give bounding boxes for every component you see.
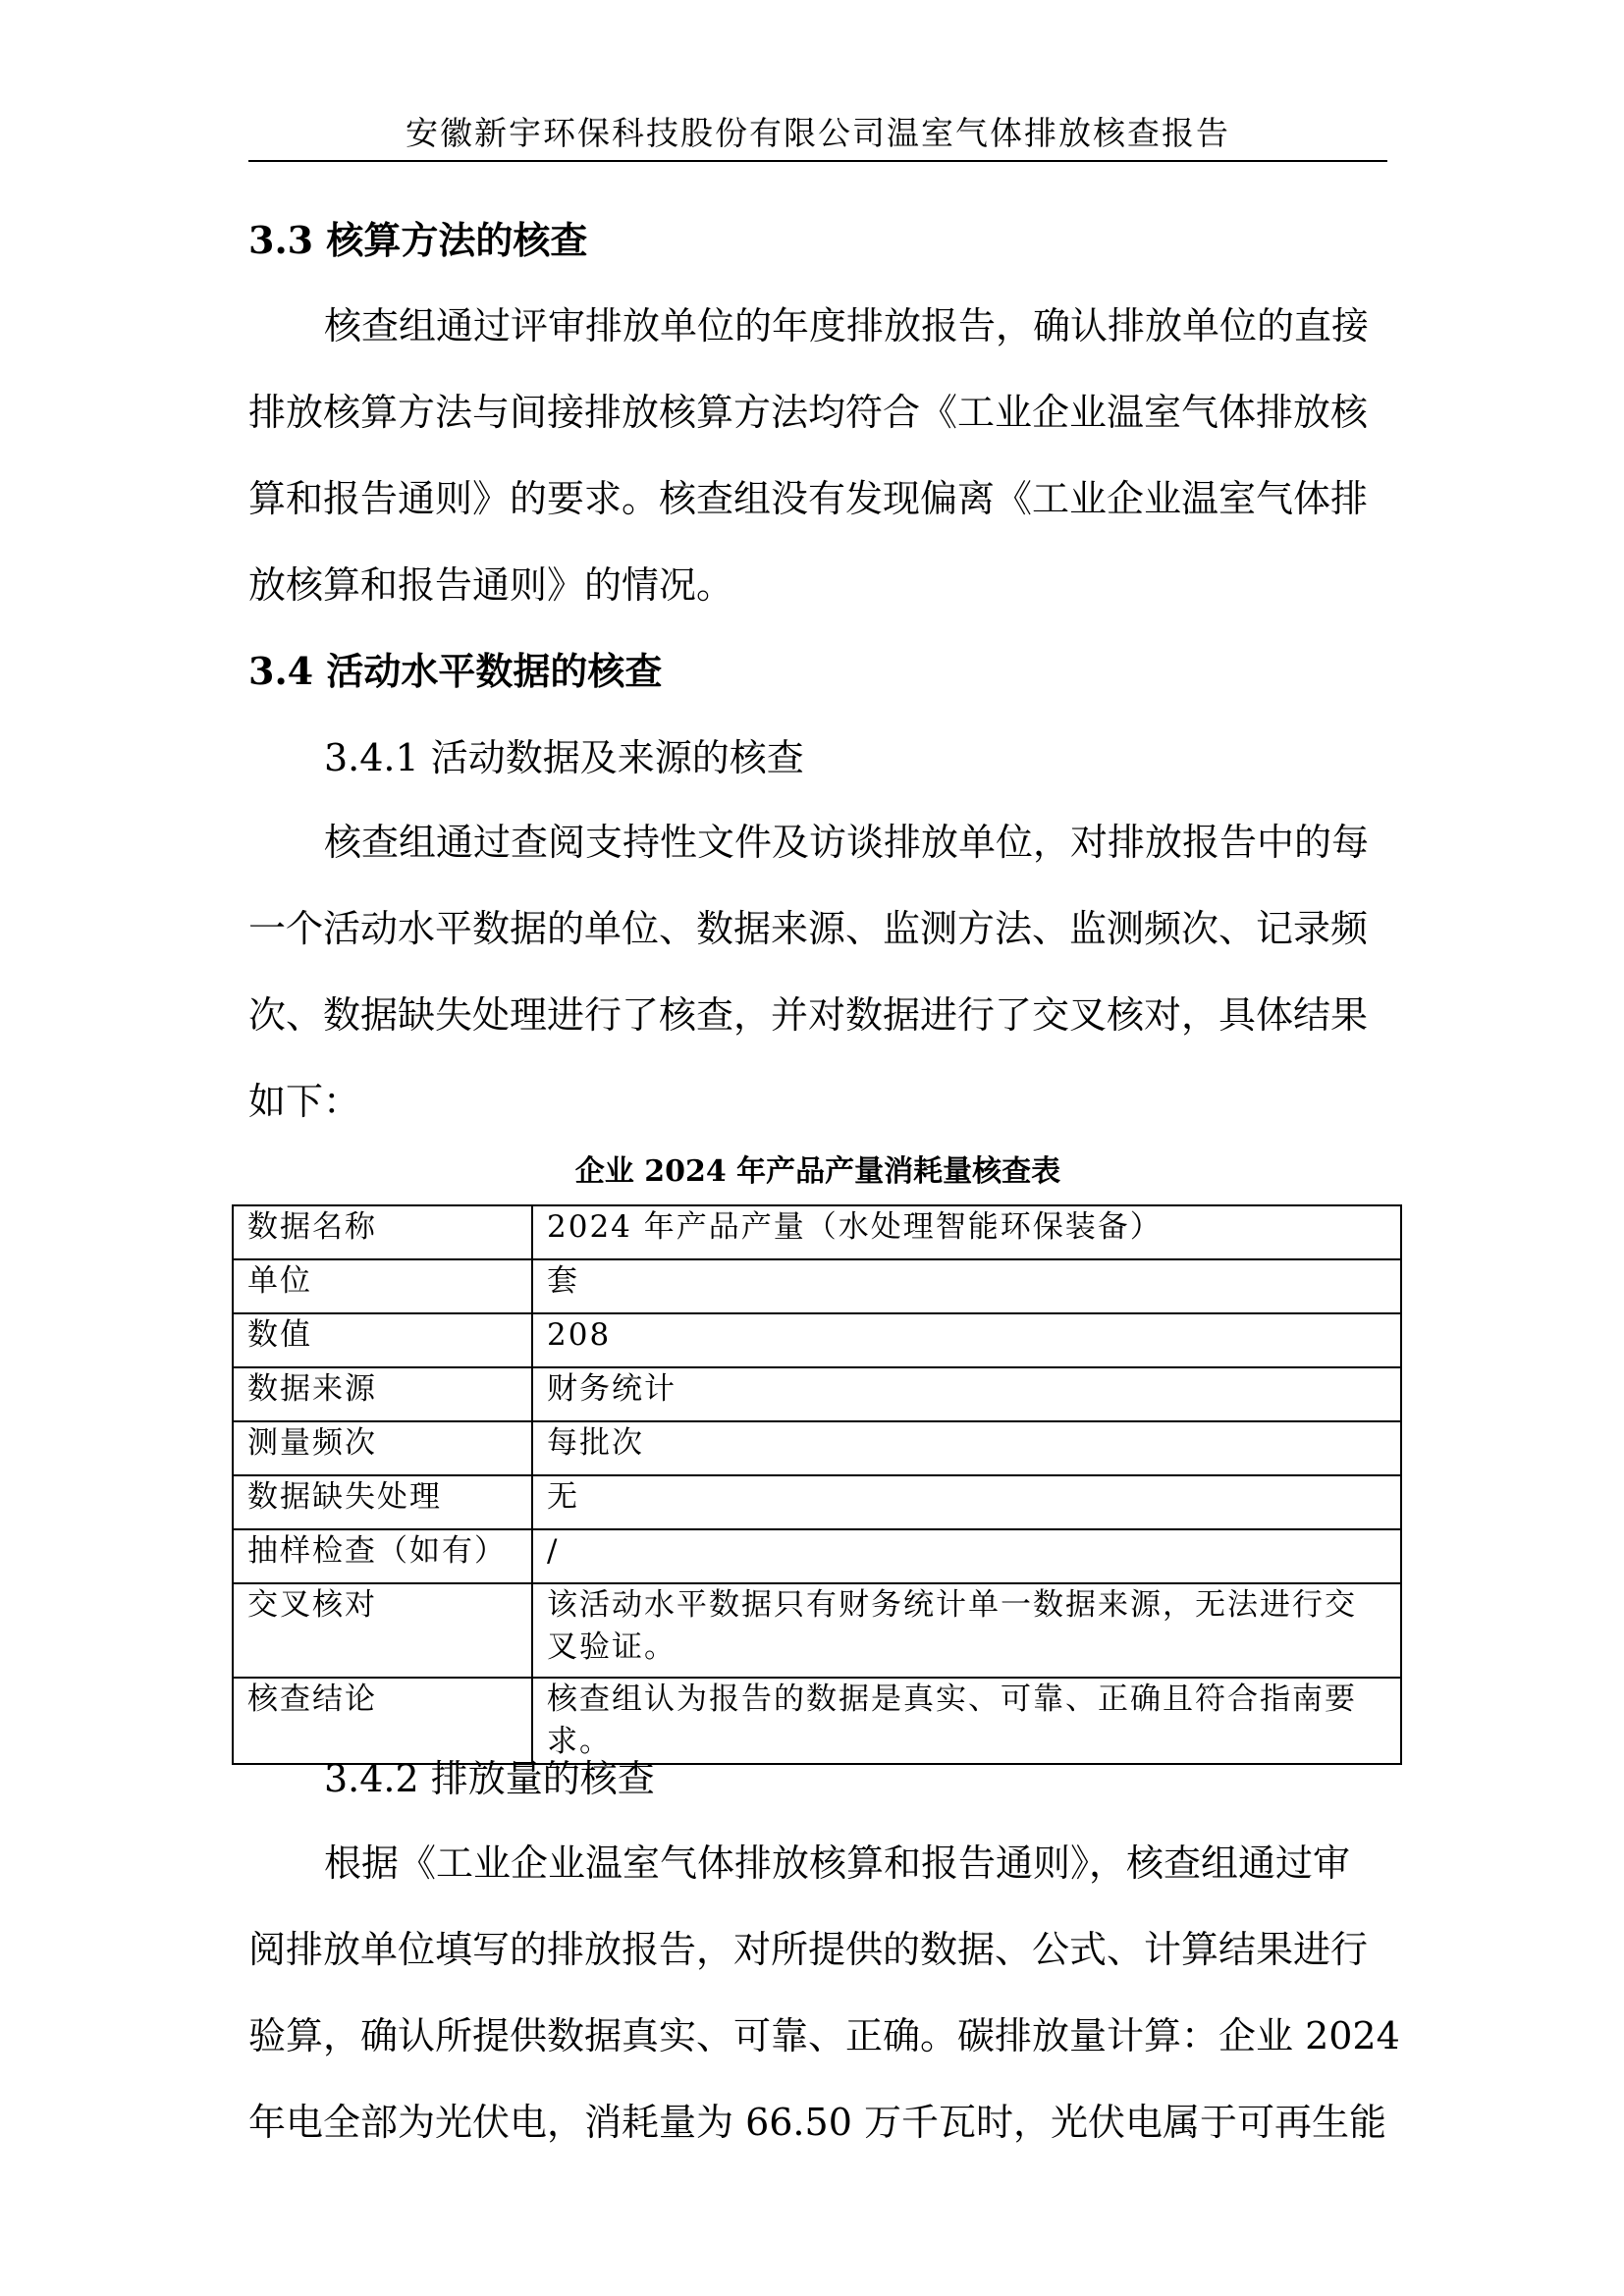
paragraph-line: 排放核算方法与间接排放核算方法均符合《工业企业温室气体排放核 bbox=[248, 391, 1369, 434]
paragraph-line: 如下： bbox=[248, 1080, 361, 1123]
table-label-cell: 测量频次 bbox=[233, 1421, 532, 1475]
table-label-cell: 抽样检查（如有） bbox=[233, 1529, 532, 1583]
table-value-cell: 财务统计 bbox=[532, 1367, 1401, 1421]
verification-table bbox=[232, 1204, 1402, 1765]
table-label-cell: 数据来源 bbox=[233, 1367, 532, 1421]
table-label-cell: 数值 bbox=[233, 1313, 532, 1367]
paragraph-line: 核查组通过评审排放单位的年度排放报告，确认排放单位的直接 bbox=[324, 304, 1370, 347]
table-value-cell: 该活动水平数据只有财务统计单一数据来源，无法进行交叉验证。 bbox=[532, 1583, 1401, 1678]
section-heading-3-4: 3.4 活动水平数据的核查 bbox=[248, 649, 663, 693]
table-value-cell: / bbox=[532, 1529, 1401, 1583]
table-label-cell: 数据缺失处理 bbox=[233, 1475, 532, 1529]
table-row bbox=[233, 1205, 1401, 1259]
table-value-cell: 套 bbox=[532, 1259, 1401, 1313]
table-label-cell: 单位 bbox=[233, 1259, 532, 1313]
subsection-heading-3-4-2: 3.4.2 排放量的核查 bbox=[324, 1757, 655, 1800]
table-row bbox=[233, 1259, 1401, 1313]
paragraph-line: 放核算和报告通则》的情况。 bbox=[248, 563, 734, 607]
table-row bbox=[233, 1367, 1401, 1421]
subsection-heading-3-4-1: 3.4.1 活动数据及来源的核查 bbox=[324, 736, 804, 779]
table-title: 企业 2024 年产品产量消耗量核查表 bbox=[574, 1154, 1061, 1189]
page-header: 安徽新宇环保科技股份有限公司温室气体排放核查报告 bbox=[406, 114, 1230, 152]
paragraph-line: 验算，确认所提供数据真实、可靠、正确。碳排放量计算：企业 2024 bbox=[248, 2014, 1400, 2057]
table-row bbox=[233, 1421, 1401, 1475]
section-heading-3-3: 3.3 核算方法的核查 bbox=[248, 218, 588, 262]
paragraph-line: 次、数据缺失处理进行了核查，并对数据进行了交叉核对，具体结果 bbox=[248, 993, 1369, 1037]
paragraph-line: 核查组通过查阅支持性文件及访谈排放单位，对排放报告中的每 bbox=[324, 821, 1370, 864]
table-value-cell: 无 bbox=[532, 1475, 1401, 1529]
paragraph-3-4-2 bbox=[248, 1820, 1400, 2165]
table-value-cell: 2024 年产品产量（水处理智能环保装备） bbox=[532, 1205, 1401, 1259]
paragraph-line: 年电全部为光伏电，消耗量为 66.50 万千瓦时，光伏电属于可再生能 bbox=[248, 2101, 1386, 2144]
table-label-cell: 交叉核对 bbox=[233, 1583, 532, 1678]
table-row bbox=[233, 1529, 1401, 1583]
paragraph-line: 算和报告通则》的要求。核查组没有发现偏离《工业企业温室气体排 bbox=[248, 477, 1369, 520]
paragraph-line: 根据《工业企业温室气体排放核算和报告通则》，核查组通过审 bbox=[324, 1842, 1351, 1885]
table-value-cell: 核查组认为报告的数据是真实、可靠、正确且符合指南要求。 bbox=[532, 1678, 1401, 1764]
table-row bbox=[233, 1583, 1401, 1678]
table-row bbox=[233, 1475, 1401, 1529]
table-row bbox=[233, 1313, 1401, 1367]
table-value-cell: 208 bbox=[532, 1313, 1401, 1367]
paragraph-line: 一个活动水平数据的单位、数据来源、监测方法、监测频次、记录频 bbox=[248, 907, 1369, 950]
paragraph-line: 阅排放单位填写的排放报告，对所提供的数据、公式、计算结果进行 bbox=[248, 1928, 1369, 1971]
paragraph-3-3 bbox=[248, 283, 1387, 628]
table-value-cell: 每批次 bbox=[532, 1421, 1401, 1475]
table-label-cell: 核查结论 bbox=[233, 1678, 532, 1764]
paragraph-3-4-1 bbox=[248, 799, 1387, 1145]
table-label-cell: 数据名称 bbox=[233, 1205, 532, 1259]
header-divider bbox=[248, 160, 1387, 162]
